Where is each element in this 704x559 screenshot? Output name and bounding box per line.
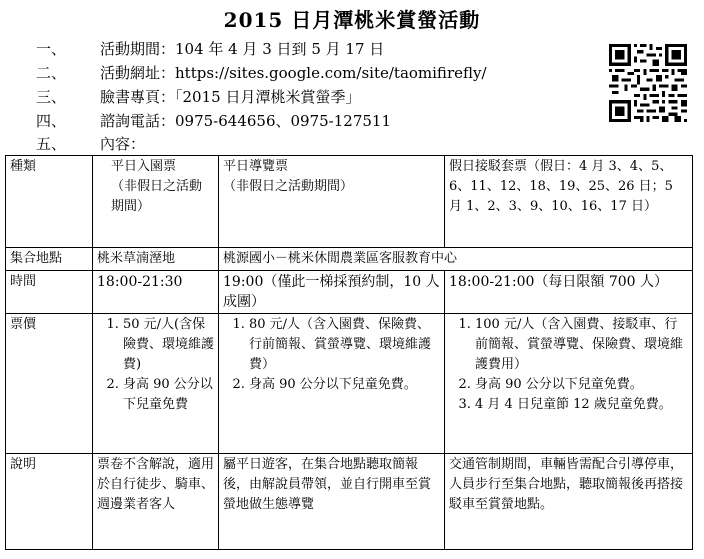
row-label-kind: 種類 — [6, 156, 93, 248]
price-item: 1. 50 元/人(含保險費、環境維護費) — [123, 315, 214, 375]
row-label-note: 說明 — [6, 454, 93, 550]
info-number: 五、 — [36, 135, 67, 153]
info-number: 四、 — [36, 112, 67, 130]
info-period — [0, 38, 600, 60]
info-number: 一、 — [36, 40, 67, 58]
note-entry: 票卷不含解說，適用於自行徒步、騎車、週邊業者客人 — [93, 454, 219, 550]
note-shuttle: 交通管制期間，車輛皆需配合引導停車，人員步行至集合地點，聽取簡報後再搭接駁車至賞螢地點。 — [445, 454, 693, 550]
header-weekday-entry-title: 平日入園票 — [111, 159, 177, 174]
info-website — [0, 62, 600, 84]
time-entry: 18:00-21:30 — [93, 271, 219, 314]
info-number: 二、 — [36, 64, 67, 82]
price-item: 2. 身高 90 公分以下兒童免費。 — [249, 375, 440, 395]
meeting-entry: 桃米草湳溼地 — [93, 248, 219, 271]
info-phone — [0, 110, 600, 132]
time-guided: 19:00（僅此一梯採預約制，10 人成團） — [219, 271, 445, 314]
price-item: 2. 身高 90 公分以下兒童免費。 — [475, 375, 688, 395]
table-row — [6, 454, 693, 550]
header-weekday-guided-sub: （非假日之活動期間） — [223, 179, 354, 194]
note-guided: 屬平日遊客，在集合地點聽取簡報後，由解說員帶領，並自行開車至賞螢地做生態導覽 — [219, 454, 445, 550]
price-entry — [93, 314, 219, 454]
meeting-guided-shuttle: 桃源國小－桃米休閒農業區客服教育中心 — [219, 248, 693, 271]
price-shuttle — [445, 314, 693, 454]
header-holiday-shuttle: 假日接駁套票（假日：4 月 3、4、5、6、11、12、18、19、25、26 日；5 月 1、2、3、9、10、16、17 日） — [445, 156, 693, 248]
row-label-price: 票價 — [6, 314, 93, 454]
header-weekday-guided-title: 平日導覽票 — [223, 159, 289, 174]
info-text: 內容： — [100, 135, 146, 153]
info-text: 臉書專頁：「2015 日月潭桃米賞螢季」 — [100, 88, 361, 106]
row-label-meeting: 集合地點 — [6, 248, 93, 271]
table-row — [6, 271, 693, 314]
price-item: 1. 100 元/人（含入園費、接駁車、行前簡報、賞螢導覽、保險費、環境維護費用） — [475, 315, 688, 375]
header-weekday-guided — [219, 156, 445, 248]
price-item: 2. 身高 90 公分以下兒童免費 — [123, 375, 214, 415]
qr-code-icon — [609, 44, 687, 122]
info-text: 諮詢電話：0975-644656、0975-127511 — [100, 112, 392, 130]
header-weekday-entry — [93, 156, 219, 248]
page-title: 2015 日月潭桃米賞螢活動 — [223, 8, 481, 32]
info-text: 活動網址：https://sites.google.com/site/taomifirefly/ — [100, 64, 487, 82]
info-facebook — [0, 86, 600, 108]
price-guided — [219, 314, 445, 454]
time-shuttle: 18:00-21:00（每日限額 700 人） — [445, 271, 693, 314]
content-table — [5, 155, 693, 550]
table-row — [6, 314, 693, 454]
table-row — [6, 156, 693, 248]
table-row — [6, 248, 693, 271]
info-number: 三、 — [36, 88, 67, 106]
info-content — [0, 133, 600, 155]
row-label-time: 時間 — [6, 271, 93, 314]
info-text: 活動期間：104 年 4 月 3 日到 5 月 17 日 — [100, 40, 385, 58]
price-item: 1. 80 元/人（含入園費、保險費、行前簡報、賞螢導覽、環境維護費） — [249, 315, 440, 375]
header-weekday-entry-sub: （非假日之活動期間） — [111, 179, 203, 214]
price-item: 3. 4 月 4 日兒童節 12 歲兒童免費。 — [475, 395, 688, 415]
